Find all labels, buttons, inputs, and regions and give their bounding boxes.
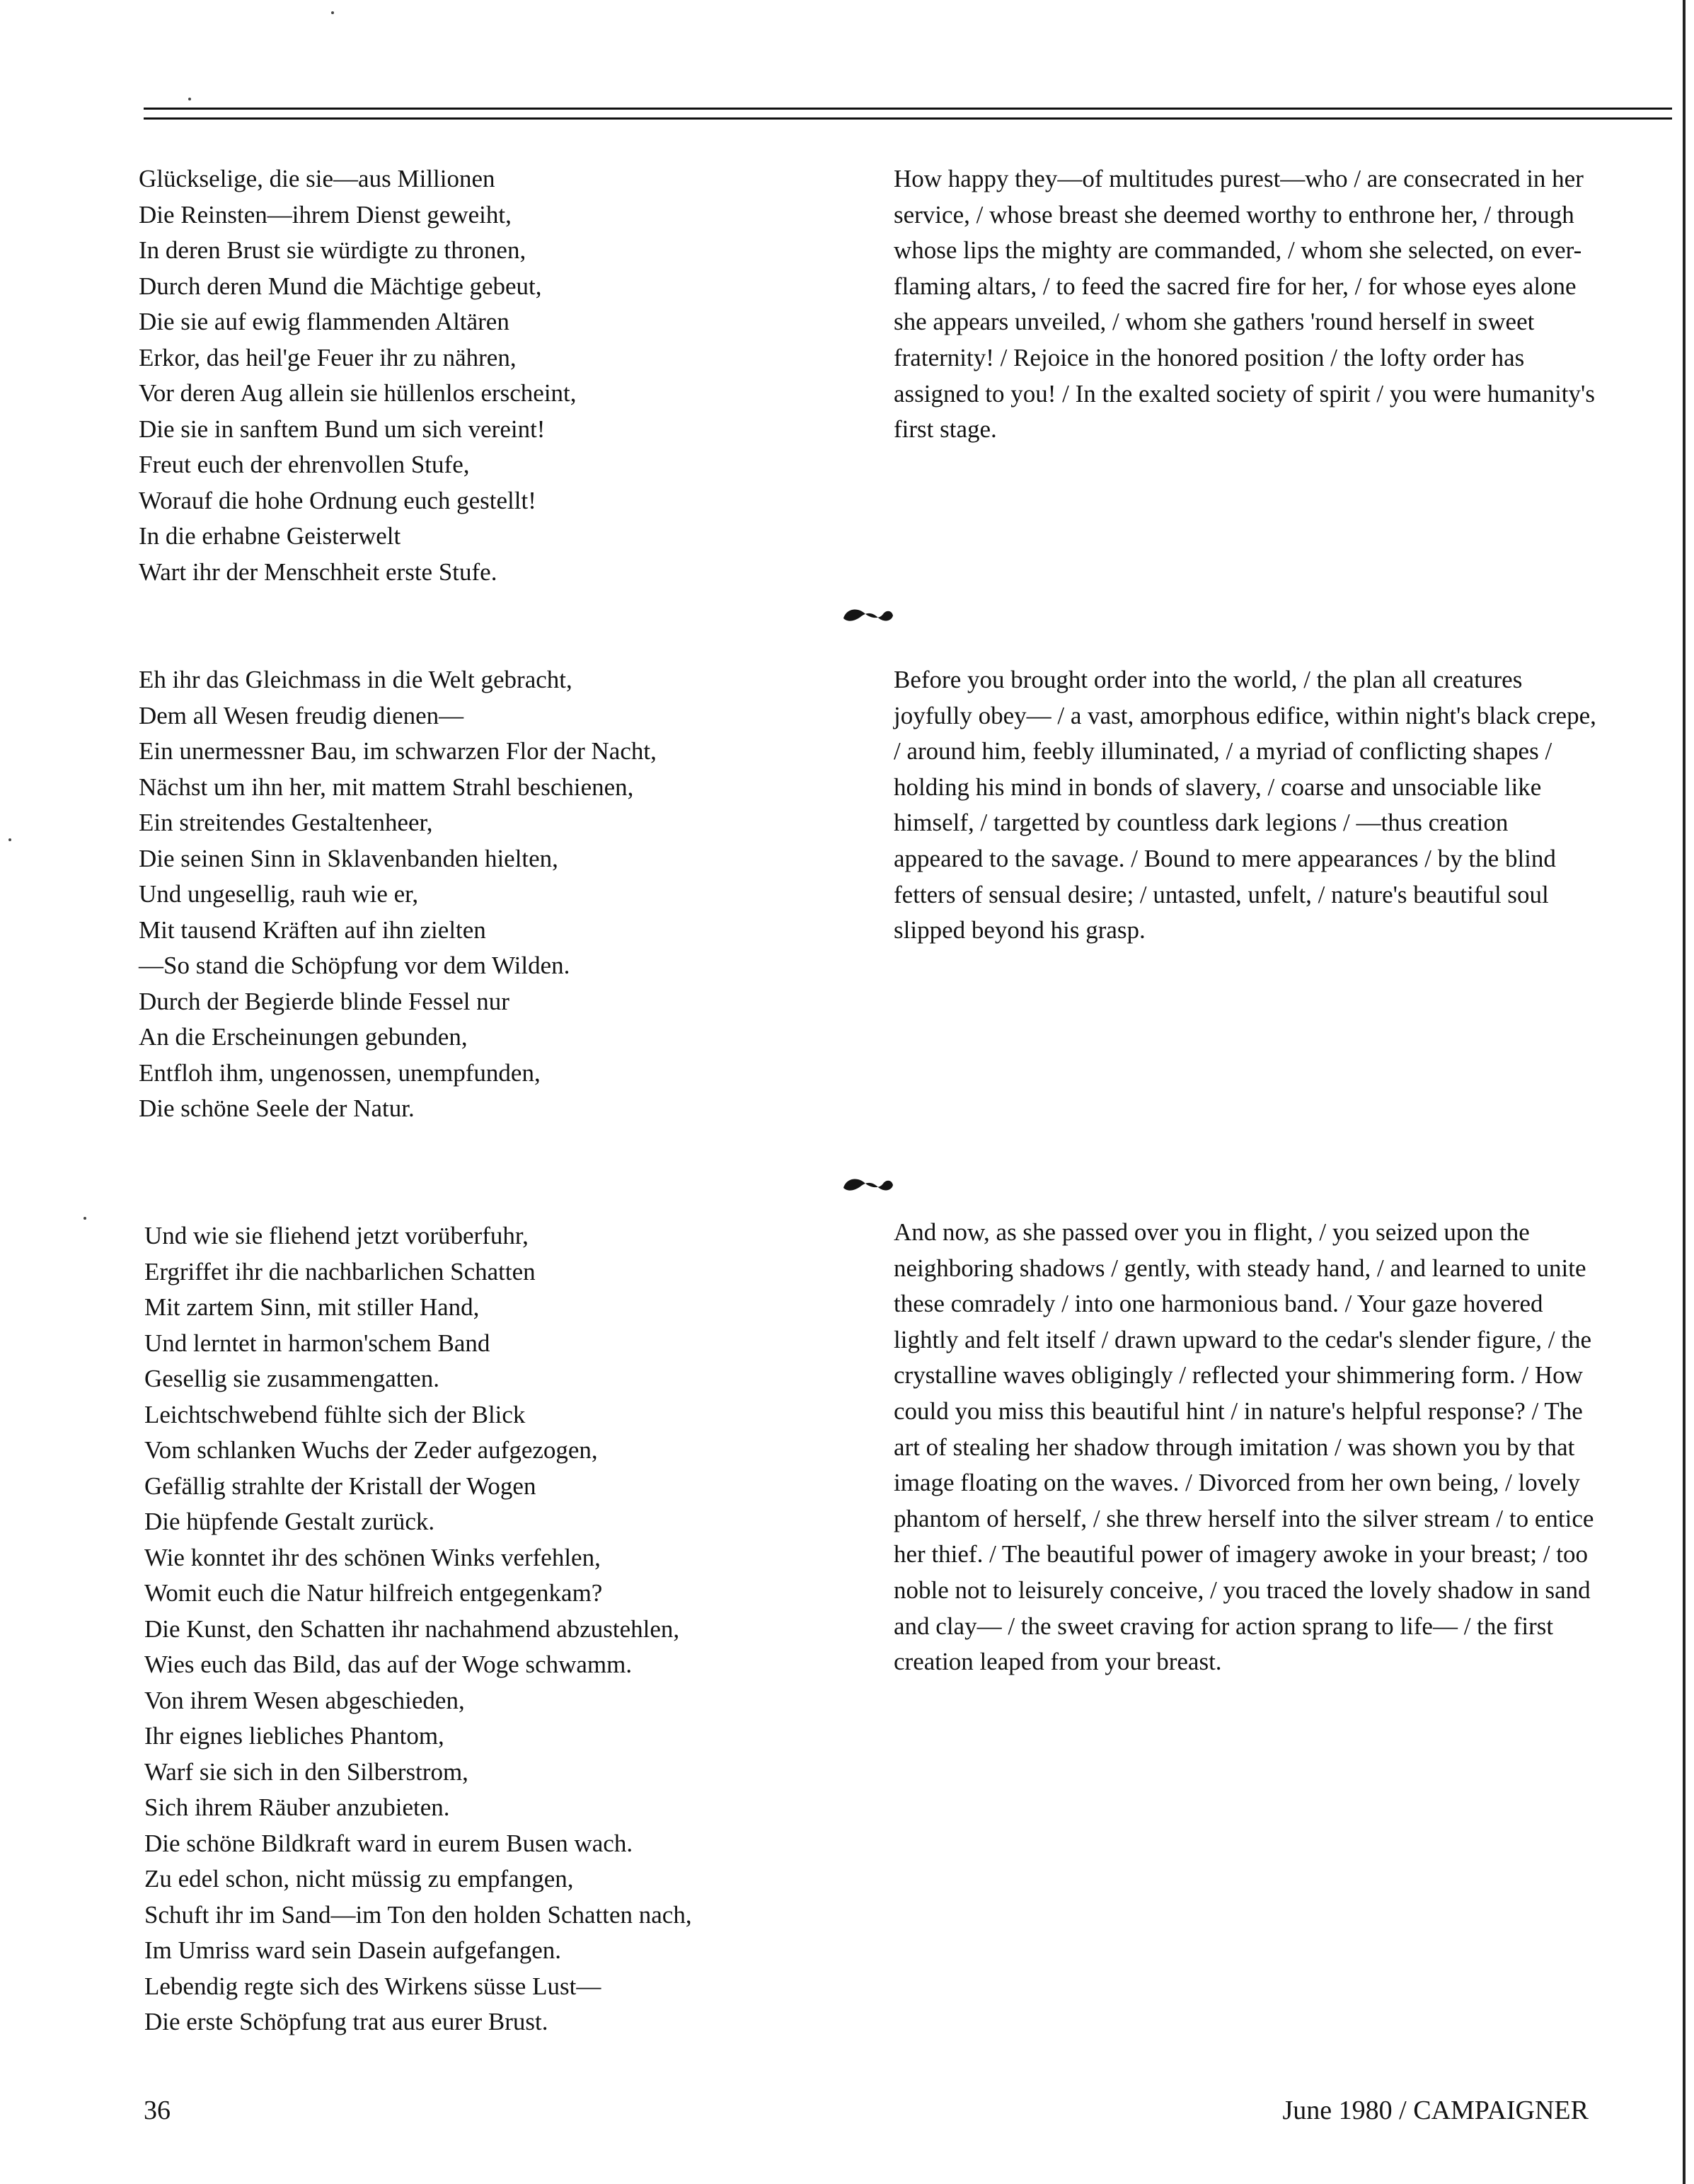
german-line: Und ungesellig, rauh wie er, (139, 880, 419, 908)
german-line: Die schöne Bildkraft ward in eurem Busen wach. (144, 1829, 633, 1857)
german-line: Die erste Schöpfung trat aus eurer Brust. (144, 2008, 548, 2035)
german-line: Die hüpfende Gestalt zurück. (144, 1508, 435, 1535)
german-line: Wart ihr der Menschheit erste Stufe. (139, 557, 497, 586)
german-line: Gefällig strahlte der Kristall der Wogen (144, 1472, 536, 1500)
german-line: Ergriffet ihr die nachbarlichen Schatten (144, 1257, 536, 1285)
page-edge (1683, 0, 1686, 2184)
english-translation: And now, as she passed over you in flight, / you seized upon the neighboring shadows / gently, with steady hand, / and learned to unite these comradely / into one harmonious band. / Your gaze hovered lightly and felt itself / drawn upward to the cedar's slender figure, / the crystalline waves obligingly / reflected your shimmering form. / How could you miss this beautiful hint / in nature's helpful response? / The art of stealing her shadow through imitation / was shown you by that image floating on the waves. / Divorced from her own being, / lovely phantom of herself, / she threw herself into the silver stream / to entice her thief. / The beautiful power of imagery awoke in your breast; / too noble not to leisurely conceive, / you traced the lovely shadow in sand and clay— / the sweet craving for action sprang to life— / the first creation leaped from your breast. (894, 1218, 1594, 1676)
german-line: Vom schlanken Wuchs der Zeder aufgezogen, (144, 1436, 598, 1464)
german-line: Und lerntet in harmon'schem Band (144, 1329, 490, 1357)
german-line: Eh ihr das Gleichmass in die Welt gebracht, (139, 666, 572, 693)
german-line: —So stand die Schöpfung vor dem Wilden. (139, 952, 570, 979)
german-stanza-1 (139, 161, 846, 590)
german-line: Die Kunst, den Schatten ihr nachahmend abzustehlen, (144, 1614, 680, 1643)
german-line: Schuft ihr im Sand—im Ton den holden Schatten nach, (144, 1900, 692, 1929)
english-translation: Before you brought order into the world, / the plan all creatures joyfully obey— / a vast, amorphous edifice, within night's black crepe, / around him, feebly illuminated, / a myriad of conflicting shapes / holding his mind in bonds of slavery, / coarse and unsociable like himself, / targetted by countless dark legions / —thus creation appeared to the savage. / Bound to mere appearances / by the blind fetters of sensual desire; / untasted, unfelt, / nature's beautiful soul slipped beyond his grasp. (894, 666, 1596, 944)
german-line: Mit zartem Sinn, mit stiller Hand, (144, 1293, 480, 1321)
german-line: Ein streitendes Gestaltenheer, (139, 809, 433, 836)
english-stanza-3 (894, 1215, 1601, 1680)
german-line: Gesellig sie zusammengatten. (144, 1365, 439, 1392)
german-stanza-2 (139, 662, 846, 1127)
german-line: Glückselige, die sie—aus Millionen (139, 165, 495, 192)
german-line: Worauf die hohe Ordnung euch gestellt! (139, 486, 536, 514)
german-line: Freut euch der ehrenvollen Stufe, (139, 451, 470, 478)
german-line: Durch deren Mund die Mächtige gebeut, (139, 272, 542, 300)
german-line: Vor deren Aug allein sie hüllenlos erscheint, (139, 379, 577, 407)
page-number: 36 (144, 2096, 171, 2125)
german-line: Ihr eignes liebliches Phantom, (144, 1722, 444, 1750)
german-line: Womit euch die Natur hilfreich entgegenkam? (144, 1579, 603, 1607)
speck (188, 98, 191, 100)
german-line: Die sie auf ewig flammenden Altären (139, 308, 509, 335)
german-line: Durch der Begierde blinde Fessel nur (139, 987, 509, 1015)
german-line: Erkor, das heil'ge Feuer ihr zu nähren, (139, 343, 517, 371)
english-translation: How happy they—of multitudes purest—who / are consecrated in her service, / whose breast she deemed worthy to enthrone her, / through whose lips the mighty are commanded, / whom she selected, on ever-flaming altars, / to feed the sacred fire for her, / for whose eyes alone she appears unveiled, / whom she gathers 'round herself in sweet fraternity! / Rejoice in the honored position / the lofty order has assigned to you! / In the exalted society of spirit / you were humanity's first stage. (894, 165, 1595, 444)
speck (83, 1217, 86, 1220)
german-line: Von ihrem Wesen abgeschieden, (144, 1686, 465, 1714)
german-line: Zu edel schon, nicht müssig zu empfangen, (144, 1865, 574, 1893)
german-line: Sich ihrem Räuber anzubieten. (144, 1793, 450, 1821)
german-line: An die Erscheinungen gebunden, (139, 1023, 468, 1051)
german-line: Nächst um ihn her, mit mattem Strahl beschienen, (139, 773, 634, 801)
german-line: Die sie in sanftem Bund um sich vereint! (139, 415, 546, 443)
speck (8, 838, 11, 841)
german-line: Und wie sie fliehend jetzt vorüberfuhr, (144, 1222, 529, 1249)
german-line: Leichtschwebend fühlte sich der Blick (144, 1400, 526, 1428)
german-line: Im Umriss ward sein Dasein aufgefangen. (144, 1936, 561, 1964)
fleuron-icon (839, 1172, 896, 1196)
german-line: Die schöne Seele der Natur. (139, 1094, 415, 1122)
german-line: Lebendig regte sich des Wirkens süsse Lust— (144, 1972, 601, 2000)
issue-footer: June 1980 / CAMPAIGNER (1282, 2096, 1589, 2125)
english-stanza-2 (894, 662, 1601, 949)
german-line: Die seinen Sinn in Sklavenbanden hielten, (139, 844, 558, 872)
english-stanza-1 (894, 161, 1601, 448)
german-line: Dem all Wesen freudig dienen— (139, 701, 464, 729)
german-line: In deren Brust sie würdigte zu thronen, (139, 236, 526, 264)
german-line: Die Reinsten—ihrem Dienst geweiht, (139, 200, 512, 229)
german-line: Wies euch das Bild, das auf der Woge schwamm. (144, 1651, 633, 1678)
german-line: Wie konntet ihr des schönen Winks verfehlen, (144, 1543, 601, 1571)
german-line: Warf sie sich in den Silberstrom, (144, 1757, 468, 1786)
header-rule (144, 117, 1672, 120)
german-line: In die erhabne Geisterwelt (139, 522, 401, 550)
speck (331, 11, 334, 14)
header-rule (144, 108, 1672, 110)
fleuron-icon (839, 603, 896, 627)
german-line: Entfloh ihm, ungenossen, unempfunden, (139, 1058, 541, 1087)
german-line: Mit tausend Kräften auf ihn zielten (139, 915, 486, 944)
german-stanza-3 (144, 1218, 852, 2040)
german-line: Ein unermessner Bau, im schwarzen Flor der Nacht, (139, 737, 657, 765)
